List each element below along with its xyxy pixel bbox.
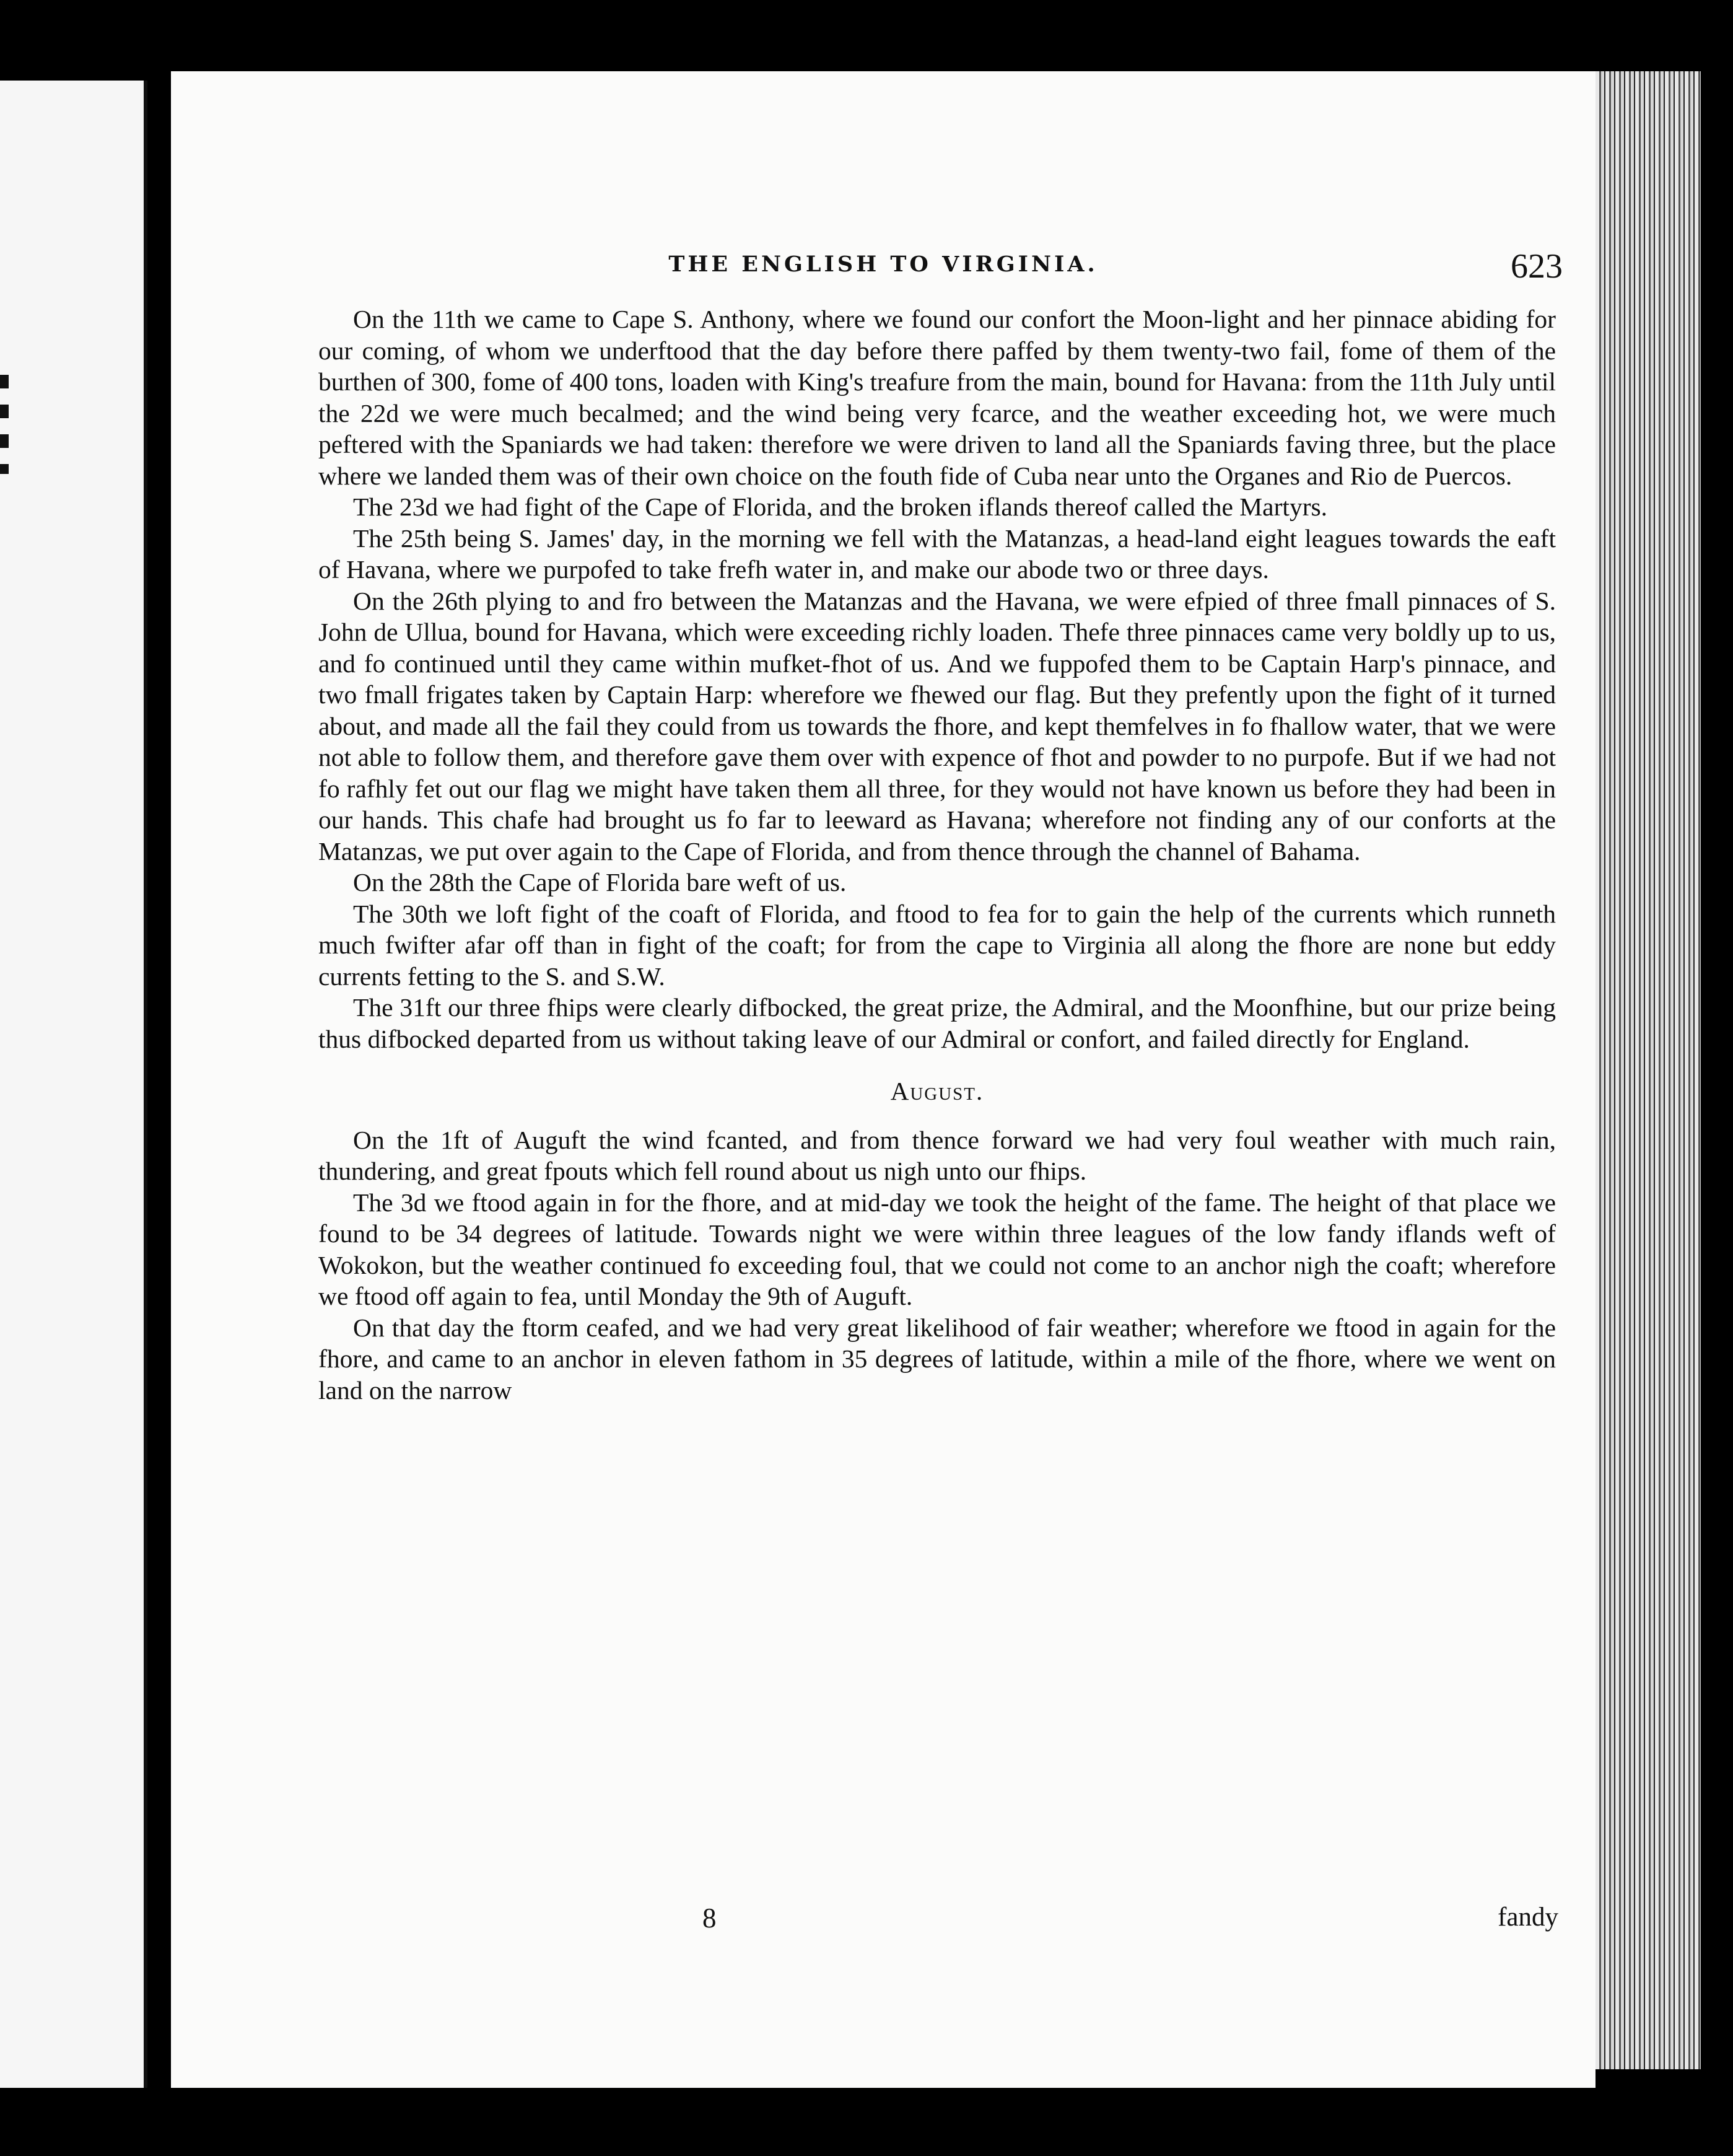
running-title: THE ENGLISH TO VIRGINIA. — [668, 252, 1098, 277]
paragraph: The 23d we had fight of the Cape of Florida, and the broken iflands thereof called the Martyrs. — [353, 493, 1328, 521]
page-number: 623 — [1511, 247, 1563, 286]
signature-mark: 8 — [702, 1903, 717, 1934]
paragraph: On the 11th we came to Cape S. Anthony, where we found our confort the Moon-light and her pinnace abiding for our coming, of whom we underftood that the day before there paffed by them twenty-two fail, fome of them of the burthen of 300, fome of 400 tons, loaden with King's treafure from the main, bound for Havana: from the 11th July until the 22d we were much becalmed; and the wind being very fcarce, and the weather exceeding hot, we were much peftered with the Spaniards we had taken: therefore we were driven to land all the Spaniards faving three, but the place where we landed them was of their own choice on the fouth fide of Cuba near unto the Organes and Rio de Puercos. — [318, 305, 1556, 490]
facing-page-edge — [0, 81, 147, 2088]
running-head — [171, 247, 1595, 295]
paragraph: On the 28th the Cape of Florida bare weft of us. — [353, 868, 847, 896]
book-page — [171, 71, 1595, 2088]
page-block-edges — [1595, 71, 1701, 2069]
section-heading-august: August. — [890, 1077, 984, 1105]
body-text — [318, 304, 1556, 1406]
facing-page-text-fragments — [0, 375, 9, 474]
catchword: fandy — [1498, 1903, 1558, 1932]
paragraph: The 3d we ftood again in for the fhore, and at mid-day we took the height of the fame. The height of that place we found to be 34 degrees of latitude. Towards night we were within three leagues of the low fandy iflands weft of Wokokon, but the weather continued fo exceeding foul, that we could not come to an anchor nigh the coaft; wherefore we ftood off again to fea, until Monday the 9th of Auguft. — [318, 1188, 1556, 1310]
paragraph: On the 1ft of Auguft the wind fcanted, and from thence forward we had very foul weather with much rain, thundering, and great fpouts which fell round about us nigh unto our fhips. — [318, 1125, 1556, 1185]
paragraph: On that day the ftorm ceafed, and we had very great likelihood of fair weather; wherefore we ftood in again for the fhore, and came to an anchor in eleven fathom in 35 degrees of latitude, within a mile of the fhore, where we went on land on the narrow — [318, 1313, 1556, 1404]
paragraph: The 31ft our three fhips were clearly difbocked, the great prize, the Admiral, and the Moonfhine, but our prize being thus difbocked departed from us without taking leave of our Admiral or confort, and failed directly for England. — [318, 993, 1556, 1053]
paragraph: The 30th we loft fight of the coaft of Florida, and ftood to fea for to gain the help of the currents which runneth much fwifter afar off than in fight of the coaft; for from the cape to Virginia all along the fhore are none but eddy currents fetting to the S. and S.W. — [318, 899, 1556, 991]
paragraph: On the 26th plying to and fro between the Matanzas and the Havana, we were efpied of three fmall pinnaces of S. John de Ullua, bound for Havana, which were exceeding richly loaden. Thefe three pinnaces came very boldly up to us, and fo continued until they came within mufket-fhot of us. And we fuppofed them to be Captain Harp's pinnace, and two fmall frigates taken by Captain Harp: wherefore we fhewed our flag. But they prefently upon the fight of it turned about, and made all the fail they could from us towards the fhore, and kept themfelves in fo fhallow water, that we were not able to follow them, and therefore gave them over with expence of fhot and powder to no purpofe. But if we had not fo rafhly fet out our flag we might have taken them all three, for they would not have known us before they had been in our hands. This chafe had brought us fo far to leeward as Havana; wherefore not finding any of our conforts at the Matanzas, we put over again to the Cape of Florida, and from thence through the channel of Bahama. — [318, 586, 1556, 865]
page-footer — [171, 1902, 1595, 1939]
paragraph: The 25th being S. James' day, in the morning we fell with the Matanzas, a head-land eight leagues towards the eaft of Havana, where we purpofed to take frefh water in, and make our abode two or three days. — [318, 524, 1556, 584]
